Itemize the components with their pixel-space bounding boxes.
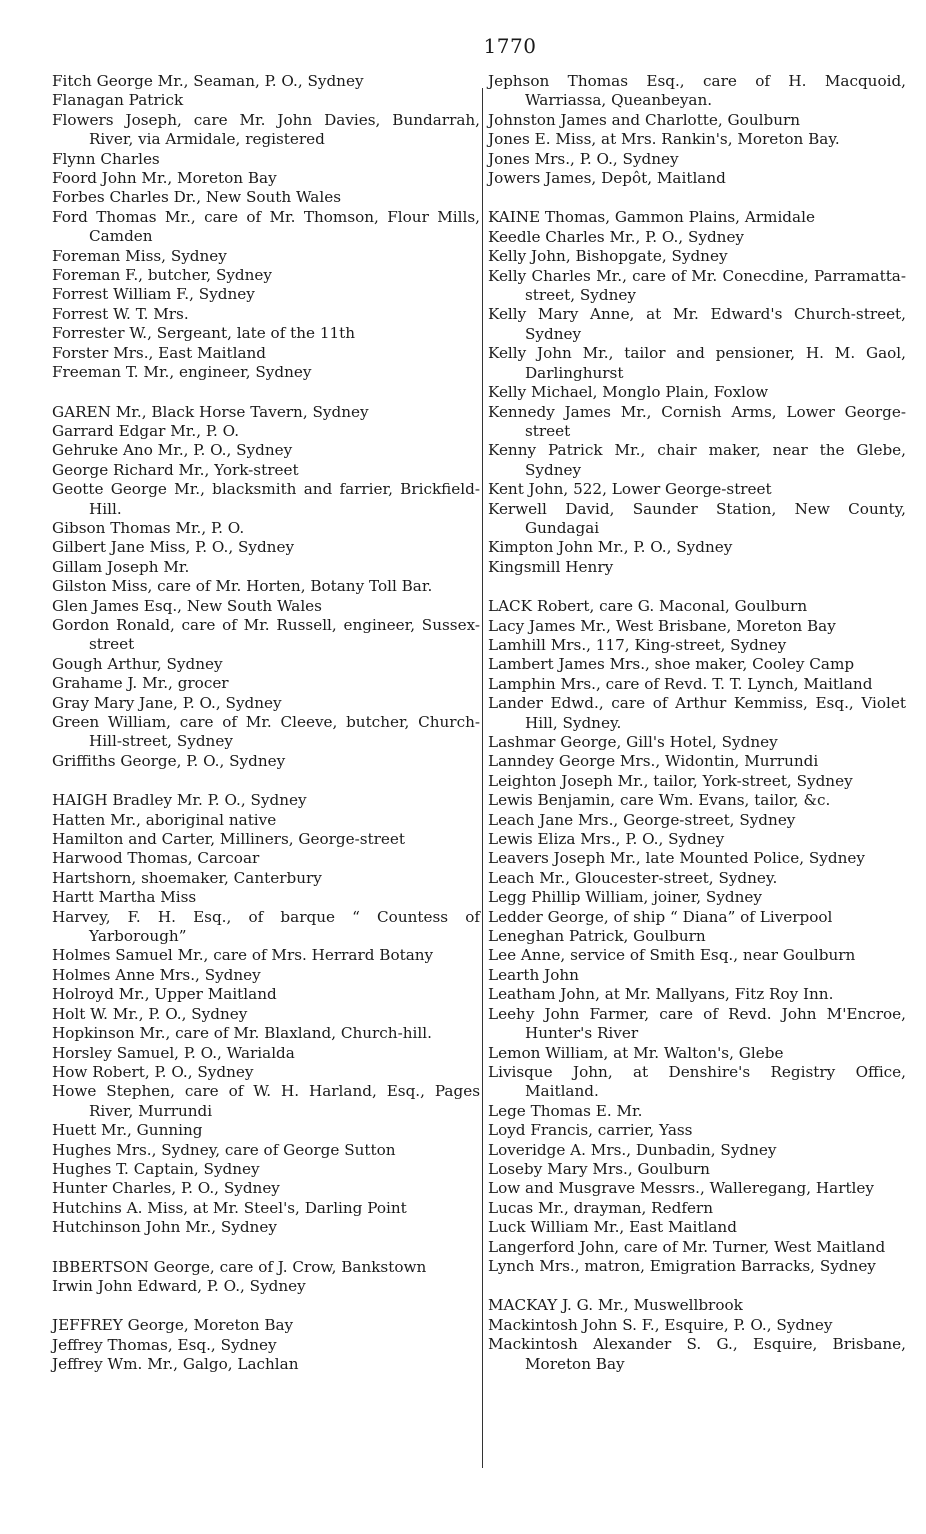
section-gap — [52, 771, 480, 791]
directory-entry: Forster Mrs., East Maitland — [52, 343, 267, 362]
directory-entry: Kenny Patrick Mr., chair maker, near the Glebe, Sydney — [488, 441, 906, 479]
directory-entry: HAIGH Bradley Mr. P. O., Sydney — [52, 791, 307, 810]
directory-entry: Jones E. Miss, at Mrs. Rankin's, Moreton Bay. — [488, 130, 840, 149]
directory-entry: Huett Mr., Gunning — [52, 1121, 203, 1140]
directory-entry: MACKAY J. G. Mr., Muswellbrook — [488, 1296, 743, 1315]
directory-entry: Leavers Joseph Mr., late Mounted Police, Sydney — [488, 849, 865, 868]
directory-entry: Leehy John Farmer, care of Revd. John M'Encroe, Hunter's River — [488, 1004, 906, 1043]
directory-entry: Leach Mr., Gloucester-street, Sydney. — [488, 868, 778, 887]
directory-entry: Leach Jane Mrs., George-street, Sydney — [488, 810, 796, 829]
directory-entry: Mackintosh Alexander S. G., Esquire, Brisbane, Moreton Bay — [488, 1335, 906, 1373]
directory-entry: Gilbert Jane Miss, P. O., Sydney — [52, 538, 295, 557]
directory-entry: Lynch Mrs., matron, Emigration Barracks, Sydney — [488, 1256, 876, 1275]
column-divider — [482, 88, 483, 1468]
directory-entry: JEFFREY George, Moreton Bay — [52, 1316, 294, 1335]
directory-entry: Foreman F., butcher, Sydney — [52, 266, 272, 285]
directory-entry: Foord John Mr., Moreton Bay — [52, 169, 277, 188]
directory-entry: Gilston Miss, care of Mr. Horten, Botany Toll Bar. — [52, 577, 433, 596]
directory-entry: Kennedy James Mr., Cornish Arms, Lower George-street — [488, 402, 906, 440]
directory-entry: George Richard Mr., York-street — [52, 460, 299, 479]
section-gap — [488, 1276, 906, 1296]
directory-entry: Lander Edwd., care of Arthur Kemmiss, Esq., Violet Hill, Sydney. — [488, 694, 906, 732]
directory-entry: Livisque John, at Denshire's Registry Office, Maitland. — [488, 1062, 906, 1101]
directory-entry: Gray Mary Jane, P. O., Sydney — [52, 693, 282, 712]
section-gap — [52, 383, 480, 403]
left-column — [52, 72, 480, 1375]
directory-entry: Luck William Mr., East Maitland — [488, 1218, 737, 1237]
directory-entry: Lambert James Mrs., shoe maker, Cooley Camp — [488, 655, 855, 674]
directory-entry: Freeman T. Mr., engineer, Sydney — [52, 363, 312, 382]
directory-entry: Loyd Francis, carrier, Yass — [488, 1121, 693, 1140]
directory-entry: Kelly John, Bishopgate, Sydney — [488, 247, 728, 266]
directory-entry: Jeffrey Thomas, Esq., Sydney — [52, 1335, 277, 1354]
directory-entry: Kingsmill Henry — [488, 557, 614, 576]
directory-entry: Hughes Mrs., Sydney, care of George Sutton — [52, 1140, 396, 1159]
directory-entry: Holroyd Mr., Upper Maitland — [52, 985, 277, 1004]
directory-entry: Jones Mrs., P. O., Sydney — [488, 149, 679, 168]
directory-entry: Keedle Charles Mr., P. O., Sydney — [488, 227, 745, 246]
directory-entry: Jephson Thomas Esq., care of H. Macquoid, Warriassa, Queanbeyan. — [488, 72, 906, 110]
directory-entry: Grahame J. Mr., grocer — [52, 674, 229, 693]
directory-entry: Hutchinson John Mr., Sydney — [52, 1218, 277, 1237]
directory-entry: Green William, care of Mr. Cleeve, butcher, Church-Hill-street, Sydney — [52, 713, 480, 751]
directory-entry: Forrester W., Sergeant, late of the 11th — [52, 324, 356, 343]
directory-entry: Kerwell David, Saunder Station, New County, Gundagai — [488, 499, 906, 537]
directory-entry: Hunter Charles, P. O., Sydney — [52, 1179, 280, 1198]
directory-entry: Geotte George Mr., blacksmith and farrier, Brickfield-Hill. — [52, 480, 480, 518]
directory-entry: Howe Stephen, care of W. H. Harland, Esq., Pages River, Murrundi — [52, 1082, 480, 1120]
directory-entry: Lacy James Mr., West Brisbane, Moreton Bay — [488, 616, 836, 635]
directory-entry: Irwin John Edward, P. O., Sydney — [52, 1276, 306, 1295]
directory-entry: Forrest William F., Sydney — [52, 285, 255, 304]
directory-entry: Hartshorn, shoemaker, Canterbury — [52, 868, 322, 887]
directory-entry: GAREN Mr., Black Horse Tavern, Sydney — [52, 402, 369, 421]
directory-entry: Learth John — [488, 965, 579, 984]
directory-entry: Johnston James and Charlotte, Goulburn — [488, 110, 801, 129]
directory-entry: Lamhill Mrs., 117, King-street, Sydney — [488, 635, 787, 654]
directory-entry: Lamphin Mrs., care of Revd. T. T. Lynch, Maitland — [488, 674, 873, 693]
directory-entry: Gillam Joseph Mr. — [52, 557, 190, 576]
directory-entry: Lewis Eliza Mrs., P. O., Sydney — [488, 830, 725, 849]
directory-entry: Flowers Joseph, care Mr. John Davies, Bundarrah, River, via Armidale, registered — [52, 110, 480, 149]
directory-entry: Ledder George, of ship “ Diana” of Liverpool — [488, 907, 833, 926]
directory-entry: Jeffrey Wm. Mr., Galgo, Lachlan — [52, 1355, 299, 1374]
directory-entry: Flynn Charles — [52, 149, 160, 168]
directory-entry: Foreman Miss, Sydney — [52, 246, 227, 265]
directory-entry: Hopkinson Mr., care of Mr. Blaxland, Church-hill. — [52, 1024, 432, 1043]
directory-entry: Lashmar George, Gill's Hotel, Sydney — [488, 733, 778, 751]
directory-entry: Gough Arthur, Sydney — [52, 654, 223, 673]
directory-entry: LACK Robert, care G. Maconal, Goulburn — [488, 597, 808, 616]
directory-entry: Langerford John, care of Mr. Turner, West Maitland — [488, 1237, 886, 1256]
directory-entry: Hutchins A. Miss, at Mr. Steel's, Darling Point — [52, 1198, 407, 1217]
section-gap — [488, 188, 906, 208]
directory-entry: KAINE Thomas, Gammon Plains, Armidale — [488, 208, 815, 227]
directory-entry: Kimpton John Mr., P. O., Sydney — [488, 538, 733, 557]
directory-entry: Holmes Samuel Mr., care of Mrs. Herrard Botany — [52, 946, 434, 965]
directory-entry: Leneghan Patrick, Goulburn — [488, 927, 706, 946]
directory-entry: How Robert, P. O., Sydney — [52, 1062, 254, 1081]
directory-entry: Kelly Mary Anne, at Mr. Edward's Church-street, Sydney — [488, 305, 906, 343]
directory-entry: Loseby Mary Mrs., Goulburn — [488, 1159, 710, 1178]
directory-entry: Lemon William, at Mr. Walton's, Glebe — [488, 1043, 784, 1062]
section-gap — [52, 1296, 480, 1316]
page-number: 1770 — [483, 34, 537, 58]
directory-entry: Hughes T. Captain, Sydney — [52, 1159, 260, 1178]
directory-entry: Kelly Charles Mr., care of Mr. Conecdine, Parramatta-street, Sydney — [488, 266, 906, 305]
directory-entry: Holmes Anne Mrs., Sydney — [52, 965, 261, 984]
directory-entry: Flanagan Patrick — [52, 91, 184, 110]
directory-entry: Loveridge A. Mrs., Dunbadin, Sydney — [488, 1140, 777, 1159]
directory-entry: Kent John, 522, Lower George-street — [488, 480, 772, 499]
section-gap — [488, 577, 906, 597]
directory-entry: IBBERTSON George, care of J. Crow, Bankstown — [52, 1257, 427, 1276]
directory-entry: Hatten Mr., aboriginal native — [52, 810, 277, 829]
directory-entry: Ford Thomas Mr., care of Mr. Thomson, Flour Mills, Camden — [52, 207, 480, 246]
directory-entry: Gordon Ronald, care of Mr. Russell, engineer, Sussex-street — [52, 615, 480, 654]
directory-entry: Kelly John Mr., tailor and pensioner, H. M. Gaol, Darlinghurst — [488, 344, 906, 382]
directory-entry: Lewis Benjamin, care Wm. Evans, tailor, &c. — [488, 791, 831, 810]
directory-entry: Lege Thomas E. Mr. — [488, 1101, 643, 1120]
section-gap — [52, 1238, 480, 1258]
directory-entry: Low and Musgrave Messrs., Walleregang, Hartley — [488, 1179, 874, 1198]
directory-entry: Griffiths George, P. O., Sydney — [52, 751, 286, 770]
directory-entry: Holt W. Mr., P. O., Sydney — [52, 1004, 248, 1023]
directory-entry: Hartt Martha Miss — [52, 888, 197, 907]
directory-entry: Jowers James, Depôt, Maitland — [488, 169, 726, 188]
directory-entry: Glen James Esq., New South Wales — [52, 596, 322, 615]
directory-entry: Gibson Thomas Mr., P. O. — [52, 518, 245, 537]
directory-entry: Leatham John, at Mr. Mallyans, Fitz Roy Inn. — [488, 985, 834, 1004]
directory-entry: Legg Phillip William, joiner, Sydney — [488, 888, 762, 907]
directory-entry: Horsley Samuel, P. O., Warialda — [52, 1043, 295, 1062]
directory-entry: Harvey, F. H. Esq., of barque “ Countess of Yarborough” — [52, 907, 480, 946]
directory-entry: Hamilton and Carter, Milliners, George-street — [52, 830, 405, 849]
directory-entry: Gehruke Ano Mr., P. O., Sydney — [52, 441, 293, 460]
directory-entry: Forrest W. T. Mrs. — [52, 304, 189, 323]
directory-entry: Harwood Thomas, Carcoar — [52, 849, 260, 868]
right-column — [488, 72, 906, 1374]
directory-entry: Forbes Charles Dr., New South Wales — [52, 188, 342, 207]
directory-entry: Lanndey George Mrs., Widontin, Murrundi — [488, 752, 819, 771]
directory-entry: Garrard Edgar Mr., P. O. — [52, 421, 240, 440]
directory-entry: Fitch George Mr., Seaman, P. O., Sydney — [52, 72, 364, 90]
directory-entry: Kelly Michael, Monglo Plain, Foxlow — [488, 383, 769, 402]
directory-entry: Lucas Mr., drayman, Redfern — [488, 1198, 713, 1217]
directory-entry: Leighton Joseph Mr., tailor, York-street, Sydney — [488, 771, 853, 790]
directory-entry: Mackintosh John S. F., Esquire, P. O., Sydney — [488, 1315, 833, 1334]
directory-entry: Lee Anne, service of Smith Esq., near Goulburn — [488, 946, 856, 965]
